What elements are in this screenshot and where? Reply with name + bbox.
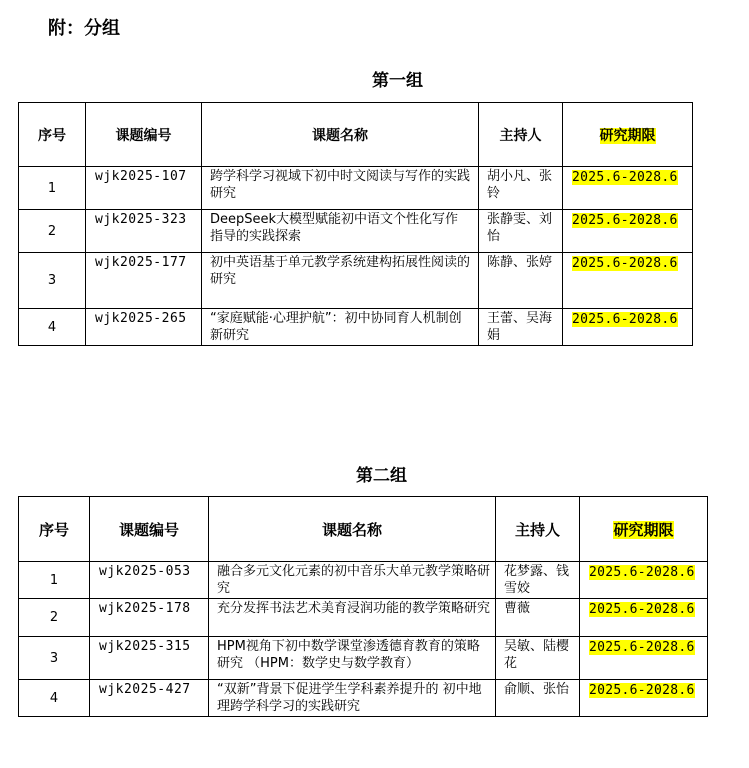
row-period-label: 2025.6-2028.6 [572, 312, 678, 327]
row-host: 曹薇 [496, 599, 580, 637]
row-name: “家庭赋能·心理护航”：初中协同育人机制创新研究 [202, 309, 479, 346]
row-seq: 3 [19, 253, 86, 309]
group-2-title: 第二组 [356, 466, 407, 486]
row-period-label: 2025.6-2028.6 [589, 602, 695, 617]
header-host: 主持人 [479, 103, 563, 167]
header-period-label: 研究期限 [613, 520, 674, 539]
row-period-label: 2025.6-2028.6 [589, 640, 695, 655]
row-period [563, 167, 693, 210]
row-name: 充分发挥书法艺术美育浸润功能的教学策略研究 [209, 599, 496, 637]
table-header-row [19, 103, 693, 167]
row-period-label: 2025.6-2028.6 [572, 170, 678, 185]
header-code: 课题编号 [86, 103, 202, 167]
row-name: 融合多元文化元素的初中音乐大单元教学策略研究 [209, 562, 496, 599]
row-code: wjk2025-177 [86, 253, 202, 309]
row-period [580, 637, 708, 680]
row-period [580, 680, 708, 717]
row-host: 吴敏、陆樱花 [496, 637, 580, 680]
row-seq: 1 [19, 167, 86, 210]
row-host: 俞顺、张怡 [496, 680, 580, 717]
row-period [563, 210, 693, 253]
group-1-table [18, 102, 693, 346]
header-host: 主持人 [496, 497, 580, 562]
table-row [19, 210, 693, 253]
row-period-label: 2025.6-2028.6 [589, 565, 695, 580]
group-2-table [18, 496, 708, 717]
page-heading: 附：分组 [48, 18, 120, 39]
row-host: 花梦露、钱雪姣 [496, 562, 580, 599]
row-host: 胡小凡、张铃 [479, 167, 563, 210]
row-code: wjk2025-053 [90, 562, 209, 599]
row-code: wjk2025-427 [90, 680, 209, 717]
row-code: wjk2025-323 [86, 210, 202, 253]
row-period [580, 599, 708, 637]
row-name: 初中英语基于单元教学系统建构拓展性阅读的研究 [202, 253, 479, 309]
row-period-label: 2025.6-2028.6 [572, 256, 678, 271]
row-code: wjk2025-315 [90, 637, 209, 680]
row-seq: 4 [19, 309, 86, 346]
table-header-row [19, 497, 708, 562]
header-seq: 序号 [19, 497, 90, 562]
row-period [563, 253, 693, 309]
row-name: “双新”背景下促进学生学科素养提升的 初中地理跨学科学习的实践研究 [209, 680, 496, 717]
table-row [19, 167, 693, 210]
row-name: HPM视角下初中数学课堂渗透德育教育的策略研究 （HPM：数学史与数学教育） [209, 637, 496, 680]
table-row [19, 562, 708, 599]
table-row [19, 253, 693, 309]
row-seq: 2 [19, 210, 86, 253]
header-period [580, 497, 708, 562]
group-1-title: 第一组 [372, 71, 423, 91]
row-seq: 4 [19, 680, 90, 717]
row-host: 张静雯、刘怡 [479, 210, 563, 253]
row-period-label: 2025.6-2028.6 [572, 213, 678, 228]
row-host: 王蕾、吴海娟 [479, 309, 563, 346]
row-name: DeepSeek大模型赋能初中语文个性化写作 指导的实践探索 [202, 210, 479, 253]
table-row [19, 599, 708, 637]
header-period-label: 研究期限 [599, 127, 656, 144]
table-row [19, 680, 708, 717]
table-row [19, 309, 693, 346]
row-period-label: 2025.6-2028.6 [589, 683, 695, 698]
header-code: 课题编号 [90, 497, 209, 562]
row-name: 跨学科学习视域下初中时文阅读与写作的实践研究 [202, 167, 479, 210]
row-period [563, 309, 693, 346]
row-seq: 2 [19, 599, 90, 637]
row-seq: 1 [19, 562, 90, 599]
table-row [19, 637, 708, 680]
header-period [563, 103, 693, 167]
header-seq: 序号 [19, 103, 86, 167]
row-seq: 3 [19, 637, 90, 680]
row-code: wjk2025-178 [90, 599, 209, 637]
header-name: 课题名称 [202, 103, 479, 167]
row-period [580, 562, 708, 599]
row-host: 陈静、张婷 [479, 253, 563, 309]
row-code: wjk2025-107 [86, 167, 202, 210]
header-name: 课题名称 [209, 497, 496, 562]
row-code: wjk2025-265 [86, 309, 202, 346]
